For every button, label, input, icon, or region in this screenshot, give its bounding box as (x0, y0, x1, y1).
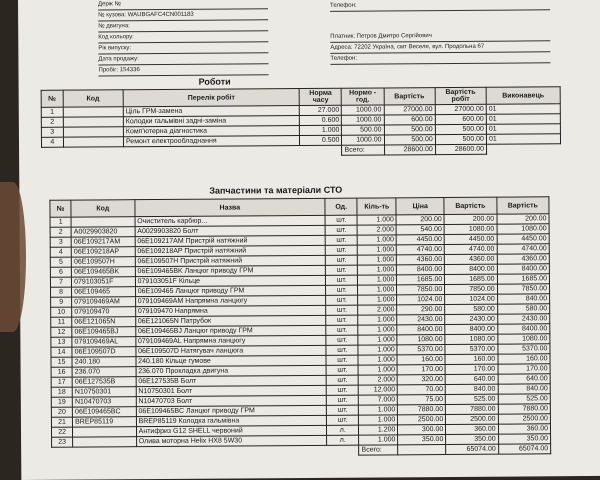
parts-row-cell: 2.000 (358, 305, 397, 315)
works-row-cell (63, 127, 123, 137)
parts-row-cell: 079109469AL Напрямна ланцюгу (135, 335, 326, 346)
parts-row-cell: 4740.00 (444, 244, 496, 254)
parts-row-cell: 13 (51, 337, 72, 347)
parts-row-cell: 1080.00 (497, 334, 549, 344)
works-row-cell: 0.600 (300, 115, 342, 125)
works-row-cell: 01 (486, 134, 560, 145)
parts-row-cell: шт. (326, 285, 358, 295)
parts-row-cell: 1.000 (358, 335, 397, 345)
works-col-cost: Вартість робіт (435, 87, 486, 104)
parts-row-cell: 079109469AM Напрямна ланцюгу (135, 295, 326, 306)
parts-row-cell: 1.200 (359, 425, 398, 435)
parts-row-cell: 06E109507H Пристрій натяжний (135, 255, 326, 266)
parts-row-cell: 290.00 (397, 305, 445, 315)
customer-address: Адреса: 72202 Україна, смт Веселе, вул. Продольна 67 (330, 41, 550, 54)
parts-row-cell: 06E109465 Ланцюг приводу ГРМ (135, 285, 326, 296)
parts-row-cell: 4360.00 (445, 254, 497, 264)
works-row-cell: 01 (486, 104, 560, 115)
parts-row-cell: шт. (325, 215, 357, 225)
works-row-cell: Ремонт електрообладнання (123, 136, 299, 147)
parts-row-cell: шт. (326, 365, 358, 375)
parts-row-cell: 2500.00 (398, 415, 446, 425)
vehicle-row: Код кольору: (98, 31, 268, 43)
parts-total-row (52, 444, 551, 457)
parts-row-cell: 525.00 (498, 394, 550, 404)
parts-row-cell: 2.000 (359, 375, 398, 385)
works-col-code: Код (63, 90, 123, 107)
parts-row-cell: 350.00 (446, 434, 498, 444)
parts-row-cell: 15 (51, 357, 72, 367)
parts-row-cell: 06E109218AP (71, 247, 135, 257)
parts-row-cell: 840.00 (497, 294, 549, 304)
works-row-cell: 01 (486, 124, 560, 135)
parts-row-cell: 10 (51, 307, 72, 317)
parts-row-cell: 7880.00 (446, 404, 498, 414)
works-row-cell: 27000.00 (384, 105, 435, 115)
customer-phone-top: Телефон: (330, 0, 550, 12)
parts-row-cell: 200.00 (396, 215, 444, 225)
works-row-cell: Колодки гальмівні задні-заміна (123, 116, 299, 127)
works-row-cell: 500.00 (384, 125, 435, 135)
parts-row-cell: 200.00 (497, 214, 549, 224)
parts-row-cell (73, 437, 137, 447)
parts-row-cell: 12.000 (359, 385, 398, 395)
parts-row-cell: 1685.00 (497, 274, 549, 284)
parts-col-name: Назва (135, 198, 326, 216)
works-col-price: Вартість (384, 88, 435, 105)
parts-row-cell: 8400.00 (397, 325, 445, 335)
parts-total-b: 65074.00 (498, 444, 550, 454)
parts-col-cost: Вартість (444, 197, 496, 214)
works-row-cell: 500.00 (384, 135, 435, 145)
works-row-cell: 600.00 (435, 114, 486, 124)
parts-row-cell: 350.00 (498, 434, 550, 444)
parts-row-cell: 1024.00 (397, 295, 445, 305)
parts-col-number: № (50, 200, 71, 217)
parts-row-cell: 5 (50, 257, 71, 267)
parts-row-cell: 3 (50, 237, 71, 247)
parts-row-cell: 4450.00 (497, 234, 549, 244)
parts-row-cell: 2500.00 (446, 414, 498, 424)
document-page (18, 0, 600, 480)
works-table (41, 86, 561, 158)
parts-row-cell: 1.000 (357, 215, 396, 225)
parts-row-cell: 7850.00 (397, 285, 445, 295)
parts-row-cell: 16 (51, 367, 72, 377)
parts-row-cell: 079109470 (72, 307, 136, 317)
parts-row-cell: 079109470 Напрямна (135, 305, 326, 316)
parts-row-cell: 170.00 (445, 364, 497, 374)
parts-row-cell: 1.000 (358, 255, 397, 265)
parts-row-cell: 4450.00 (444, 234, 496, 244)
customer-info (330, 0, 550, 65)
parts-row-cell: 7 (50, 277, 71, 287)
parts-row-cell: шт. (326, 405, 358, 415)
parts-table (49, 196, 551, 457)
parts-row-cell: 1 (50, 217, 71, 227)
parts-row-cell: 1.000 (358, 315, 397, 325)
parts-row-cell: 06E109465BC (72, 407, 136, 417)
parts-row-cell: 14 (51, 347, 72, 357)
parts-row-cell: 06E109217AM (71, 237, 135, 247)
parts-row-cell: 5370.00 (445, 344, 497, 354)
parts-row-cell: 320.00 (398, 375, 446, 385)
parts-col-unit: Од. (325, 198, 357, 215)
parts-row-cell: 06E127535B (72, 377, 136, 387)
parts-title: Запчастини та матеріали СТО (209, 184, 343, 196)
parts-row-cell: 580.00 (497, 304, 549, 314)
works-row-cell: 27000.00 (435, 104, 486, 114)
parts-row-cell: шт. (325, 255, 357, 265)
parts-row-cell: 4740.00 (397, 245, 445, 255)
parts-row-cell: 240.180 Кільце гумове (136, 355, 327, 366)
parts-col-qty: Кіль-ть (357, 198, 396, 215)
parts-row-cell: 22 (51, 427, 72, 437)
parts-row-cell: 7850.00 (497, 284, 549, 294)
parts-row-cell: шт. (326, 295, 358, 305)
parts-row-cell: 200.00 (444, 214, 496, 224)
parts-row-cell: 06E121065N Патрубок (135, 315, 326, 326)
parts-row-cell: 2 (50, 227, 71, 237)
works-row-cell: 500.00 (435, 134, 486, 144)
works-row-cell: 3 (41, 127, 63, 137)
customer-phone: Телефон: (330, 52, 550, 65)
parts-row-cell: шт. (326, 345, 358, 355)
parts-row-cell: шт. (326, 315, 358, 325)
parts-row-cell: 236.070 Прокладка двигуна (136, 365, 327, 376)
works-row-cell: 2 (41, 117, 63, 127)
parts-row-cell: 1.000 (358, 345, 397, 355)
parts-row-cell: 7.000 (359, 395, 398, 405)
works-row-cell: 600.00 (384, 115, 435, 125)
works-row-cell: 1000.00 (342, 105, 384, 115)
works-row-cell (63, 117, 123, 127)
works-row-cell: 01 (486, 114, 560, 125)
works-col-worker: Виконавець (486, 87, 560, 105)
parts-row-cell: 4360.00 (397, 255, 445, 265)
parts-row-cell: 1.000 (358, 325, 397, 335)
works-row-cell (63, 107, 123, 117)
parts-row-cell: 75.00 (398, 395, 446, 405)
parts-row-cell: 240.180 (72, 357, 136, 367)
parts-row-cell: 079109469AM (72, 297, 136, 307)
parts-row-cell: 1080.00 (445, 334, 497, 344)
parts-row-cell: 1.000 (359, 415, 398, 425)
parts-row-cell: 7880.00 (398, 405, 446, 415)
parts-row-cell: N10750301 (72, 387, 136, 397)
parts-row-cell: 5370.00 (498, 344, 550, 354)
parts-row-cell: 236.070 (72, 367, 136, 377)
parts-row-cell: 12 (51, 327, 72, 337)
parts-row-cell: 170.00 (397, 365, 445, 375)
parts-row-cell: 06E109217AM Пристрій натяжний (135, 235, 326, 246)
parts-row-cell: 1080.00 (397, 335, 445, 345)
parts-row-cell: 525.00 (446, 394, 498, 404)
parts-row-cell: 1.000 (359, 405, 398, 415)
parts-row-cell: 06E121065N (72, 317, 136, 327)
vehicle-row: Дата продажу: (98, 53, 268, 65)
thumb (0, 182, 26, 332)
parts-row-cell: 640.00 (445, 374, 497, 384)
parts-row-cell: 4 (50, 247, 71, 257)
works-row-cell: 500.00 (435, 124, 486, 134)
parts-row-cell: 06E109465 (72, 287, 136, 297)
works-row-cell: 500.00 (342, 125, 384, 135)
parts-row-cell: 2430.00 (397, 315, 445, 325)
works-title: Роботи (198, 76, 231, 87)
works-row-cell: Ціль ГРМ-замена (123, 106, 299, 117)
parts-row-cell: 17 (51, 377, 72, 387)
parts-row-cell: 1.000 (358, 285, 397, 295)
works-row-cell: 1 (41, 107, 63, 117)
parts-row-cell: 06E109465BJ (72, 327, 136, 337)
works-row-cell: 27.000 (300, 105, 342, 115)
parts-row-cell (73, 427, 137, 437)
parts-row-cell: 300.00 (398, 425, 446, 435)
parts-row-cell: N10750301 Болт (136, 385, 327, 396)
parts-row-cell: 23 (52, 437, 73, 447)
parts-row-cell: 360.00 (446, 424, 498, 434)
parts-row-cell: 06E109507D Натягувач ланцюга (136, 345, 327, 356)
customer-payer: Платник: Петров Дмитро Сергійович (330, 30, 550, 43)
parts-row-cell: шт. (326, 355, 358, 365)
parts-row-cell: 1.000 (358, 235, 397, 245)
parts-row-cell: шт. (326, 275, 358, 285)
works-row-cell: 4 (41, 137, 63, 147)
parts-row-cell: A0029903820 (71, 227, 135, 237)
parts-row-cell: 9 (51, 297, 72, 307)
parts-row-cell: 21 (51, 417, 72, 427)
parts-row-cell: BREP85119 Колодка гальмівна (136, 415, 327, 426)
parts-row-cell: Очиститель карбюр... (135, 215, 326, 226)
parts-row-cell: 2430.00 (497, 314, 549, 324)
parts-col-cost2: Вартість (496, 197, 549, 214)
parts-row-cell: N10470703 Болт (136, 395, 327, 406)
works-col-number: № (41, 90, 63, 107)
parts-row-cell: шт. (326, 385, 358, 395)
parts-row-cell: BREP85119 (73, 417, 137, 427)
parts-row-cell: 2500.00 (498, 414, 550, 424)
parts-row-cell: 1080.00 (444, 224, 496, 234)
works-row-cell (63, 137, 123, 147)
parts-row-cell: 8400.00 (445, 264, 497, 274)
parts-row-cell: 4450.00 (397, 235, 445, 245)
parts-row-cell: 360.00 (498, 424, 550, 434)
parts-row-cell: 06E109507D (72, 347, 136, 357)
works-row-cell: 1000.00 (342, 115, 384, 125)
parts-row-cell: 06E109465BK (72, 267, 136, 277)
parts-row-cell: 2430.00 (445, 314, 497, 324)
parts-row-cell: 079109469AL (72, 337, 136, 347)
parts-row-cell: 840.00 (498, 384, 550, 394)
parts-row-cell: 7880.00 (498, 404, 550, 414)
parts-row-cell: 580.00 (445, 304, 497, 314)
works-total-a: 28600.00 (384, 145, 435, 155)
parts-row-cell: 160.00 (498, 354, 550, 364)
parts-row-cell: л. (327, 425, 359, 435)
parts-row-cell: 1.000 (358, 295, 397, 305)
parts-row-cell: 70.00 (398, 385, 446, 395)
parts-row-cell: 1.000 (358, 265, 397, 275)
parts-row-cell (71, 217, 135, 227)
parts-row-cell: 19 (51, 397, 72, 407)
parts-row-cell: 4360.00 (497, 254, 549, 264)
parts-row-cell: 06E109465BC Ланцюг приводу ГРМ (136, 405, 327, 416)
parts-row-cell: 350.00 (398, 435, 446, 445)
vehicle-row: Держ № (98, 0, 268, 10)
parts-row-cell: шт. (326, 395, 358, 405)
parts-row-cell: 079103051F Кільце (135, 275, 326, 286)
parts-row-cell: 8400.00 (445, 324, 497, 334)
works-col-name: Перелік робіт (123, 89, 300, 107)
works-row-cell: 1000.00 (342, 135, 384, 145)
parts-row-cell: 840.00 (445, 384, 497, 394)
parts-row-cell: 1685.00 (397, 275, 445, 285)
parts-row-cell: шт. (326, 325, 358, 335)
parts-row-cell: л. (327, 435, 359, 445)
parts-col-price: Ціна (396, 198, 444, 215)
parts-row-cell: 1.000 (358, 275, 397, 285)
vehicle-row: Рік випуску: (98, 42, 268, 54)
parts-row-cell: шт. (325, 225, 357, 235)
vehicle-row: № кузова: WAUBGAFC4CN001183 (98, 9, 268, 21)
parts-total-label: Всего: (359, 445, 398, 455)
parts-row-cell: 160.00 (397, 355, 445, 365)
parts-row-cell: 170.00 (498, 364, 550, 374)
parts-row-cell: 540.00 (396, 225, 444, 235)
parts-row-cell: 1024.00 (445, 294, 497, 304)
parts-row-cell: 1.000 (358, 365, 397, 375)
parts-row-cell: 1.000 (359, 435, 398, 445)
works-row-cell: Комп'ютерна діагностика (123, 126, 299, 137)
vehicle-info (98, 0, 269, 76)
parts-row-cell: Олива моторна Helix HX8 5W30 (136, 435, 327, 446)
parts-row-cell: 1080.00 (497, 224, 549, 234)
works-col-hours: Нормо - год. (342, 88, 384, 105)
parts-row-cell: 8 (51, 287, 72, 297)
parts-row-cell: 06E109507H (71, 257, 135, 267)
parts-row-cell: 18 (51, 387, 72, 397)
parts-row-cell: 1.000 (358, 355, 397, 365)
parts-row-cell: 079103051F (72, 277, 136, 287)
parts-row-cell: шт. (326, 305, 358, 315)
parts-row-cell: 1.000 (358, 245, 397, 255)
vehicle-row: № двигуна: (98, 20, 268, 32)
works-row-cell: 1.000 (300, 125, 342, 135)
parts-row-cell: 4740.00 (497, 244, 549, 254)
works-body (41, 104, 560, 148)
parts-row-cell: 1685.00 (445, 274, 497, 284)
parts-row-cell: шт. (326, 335, 358, 345)
parts-row-cell: N10470703 (72, 397, 136, 407)
parts-total-a: 65074.00 (446, 444, 498, 454)
parts-row-cell: шт. (325, 265, 357, 275)
parts-row-cell: 8400.00 (397, 265, 445, 275)
parts-row-cell: 20 (51, 407, 72, 417)
parts-row-cell: 160.00 (445, 354, 497, 364)
works-total-b: 28600.00 (435, 144, 486, 154)
parts-row-cell: 2.000 (357, 225, 396, 235)
parts-row-cell: 640.00 (498, 374, 550, 384)
parts-row-cell: A0029903820 Болт (135, 225, 326, 236)
parts-row-cell: 5370.00 (397, 345, 445, 355)
parts-row-cell: шт. (327, 415, 359, 425)
parts-row-cell: 8400.00 (497, 264, 549, 274)
parts-row-cell: шт. (325, 235, 357, 245)
parts-row-cell: 6 (50, 267, 71, 277)
parts-row-cell: 06E127535B Болт (136, 375, 327, 386)
parts-row-cell: 06E109465BK Ланцюг приводу ГРМ (135, 265, 326, 276)
vehicle-row: Пробіг: 154336 (98, 64, 268, 76)
parts-row-cell: 06E109465BJ Ланцюг приводу ГРМ (135, 325, 326, 336)
parts-body (50, 214, 551, 447)
parts-row-cell: 7850.00 (445, 284, 497, 294)
parts-row-cell: 06E109218AP Пристрій натяжний (135, 245, 326, 256)
parts-row-cell: шт. (325, 245, 357, 255)
parts-row-cell: 11 (51, 317, 72, 327)
parts-col-code: Код (71, 200, 135, 217)
works-col-norm: Норма часу (299, 88, 341, 105)
parts-row-cell: 8400.00 (497, 324, 549, 334)
parts-row-cell: шт. (326, 375, 358, 385)
works-row-cell: 0.500 (300, 135, 342, 145)
works-total-label: Всего: (342, 145, 384, 155)
parts-row-cell: Антифриз G12 SHELL червоний (136, 425, 327, 436)
